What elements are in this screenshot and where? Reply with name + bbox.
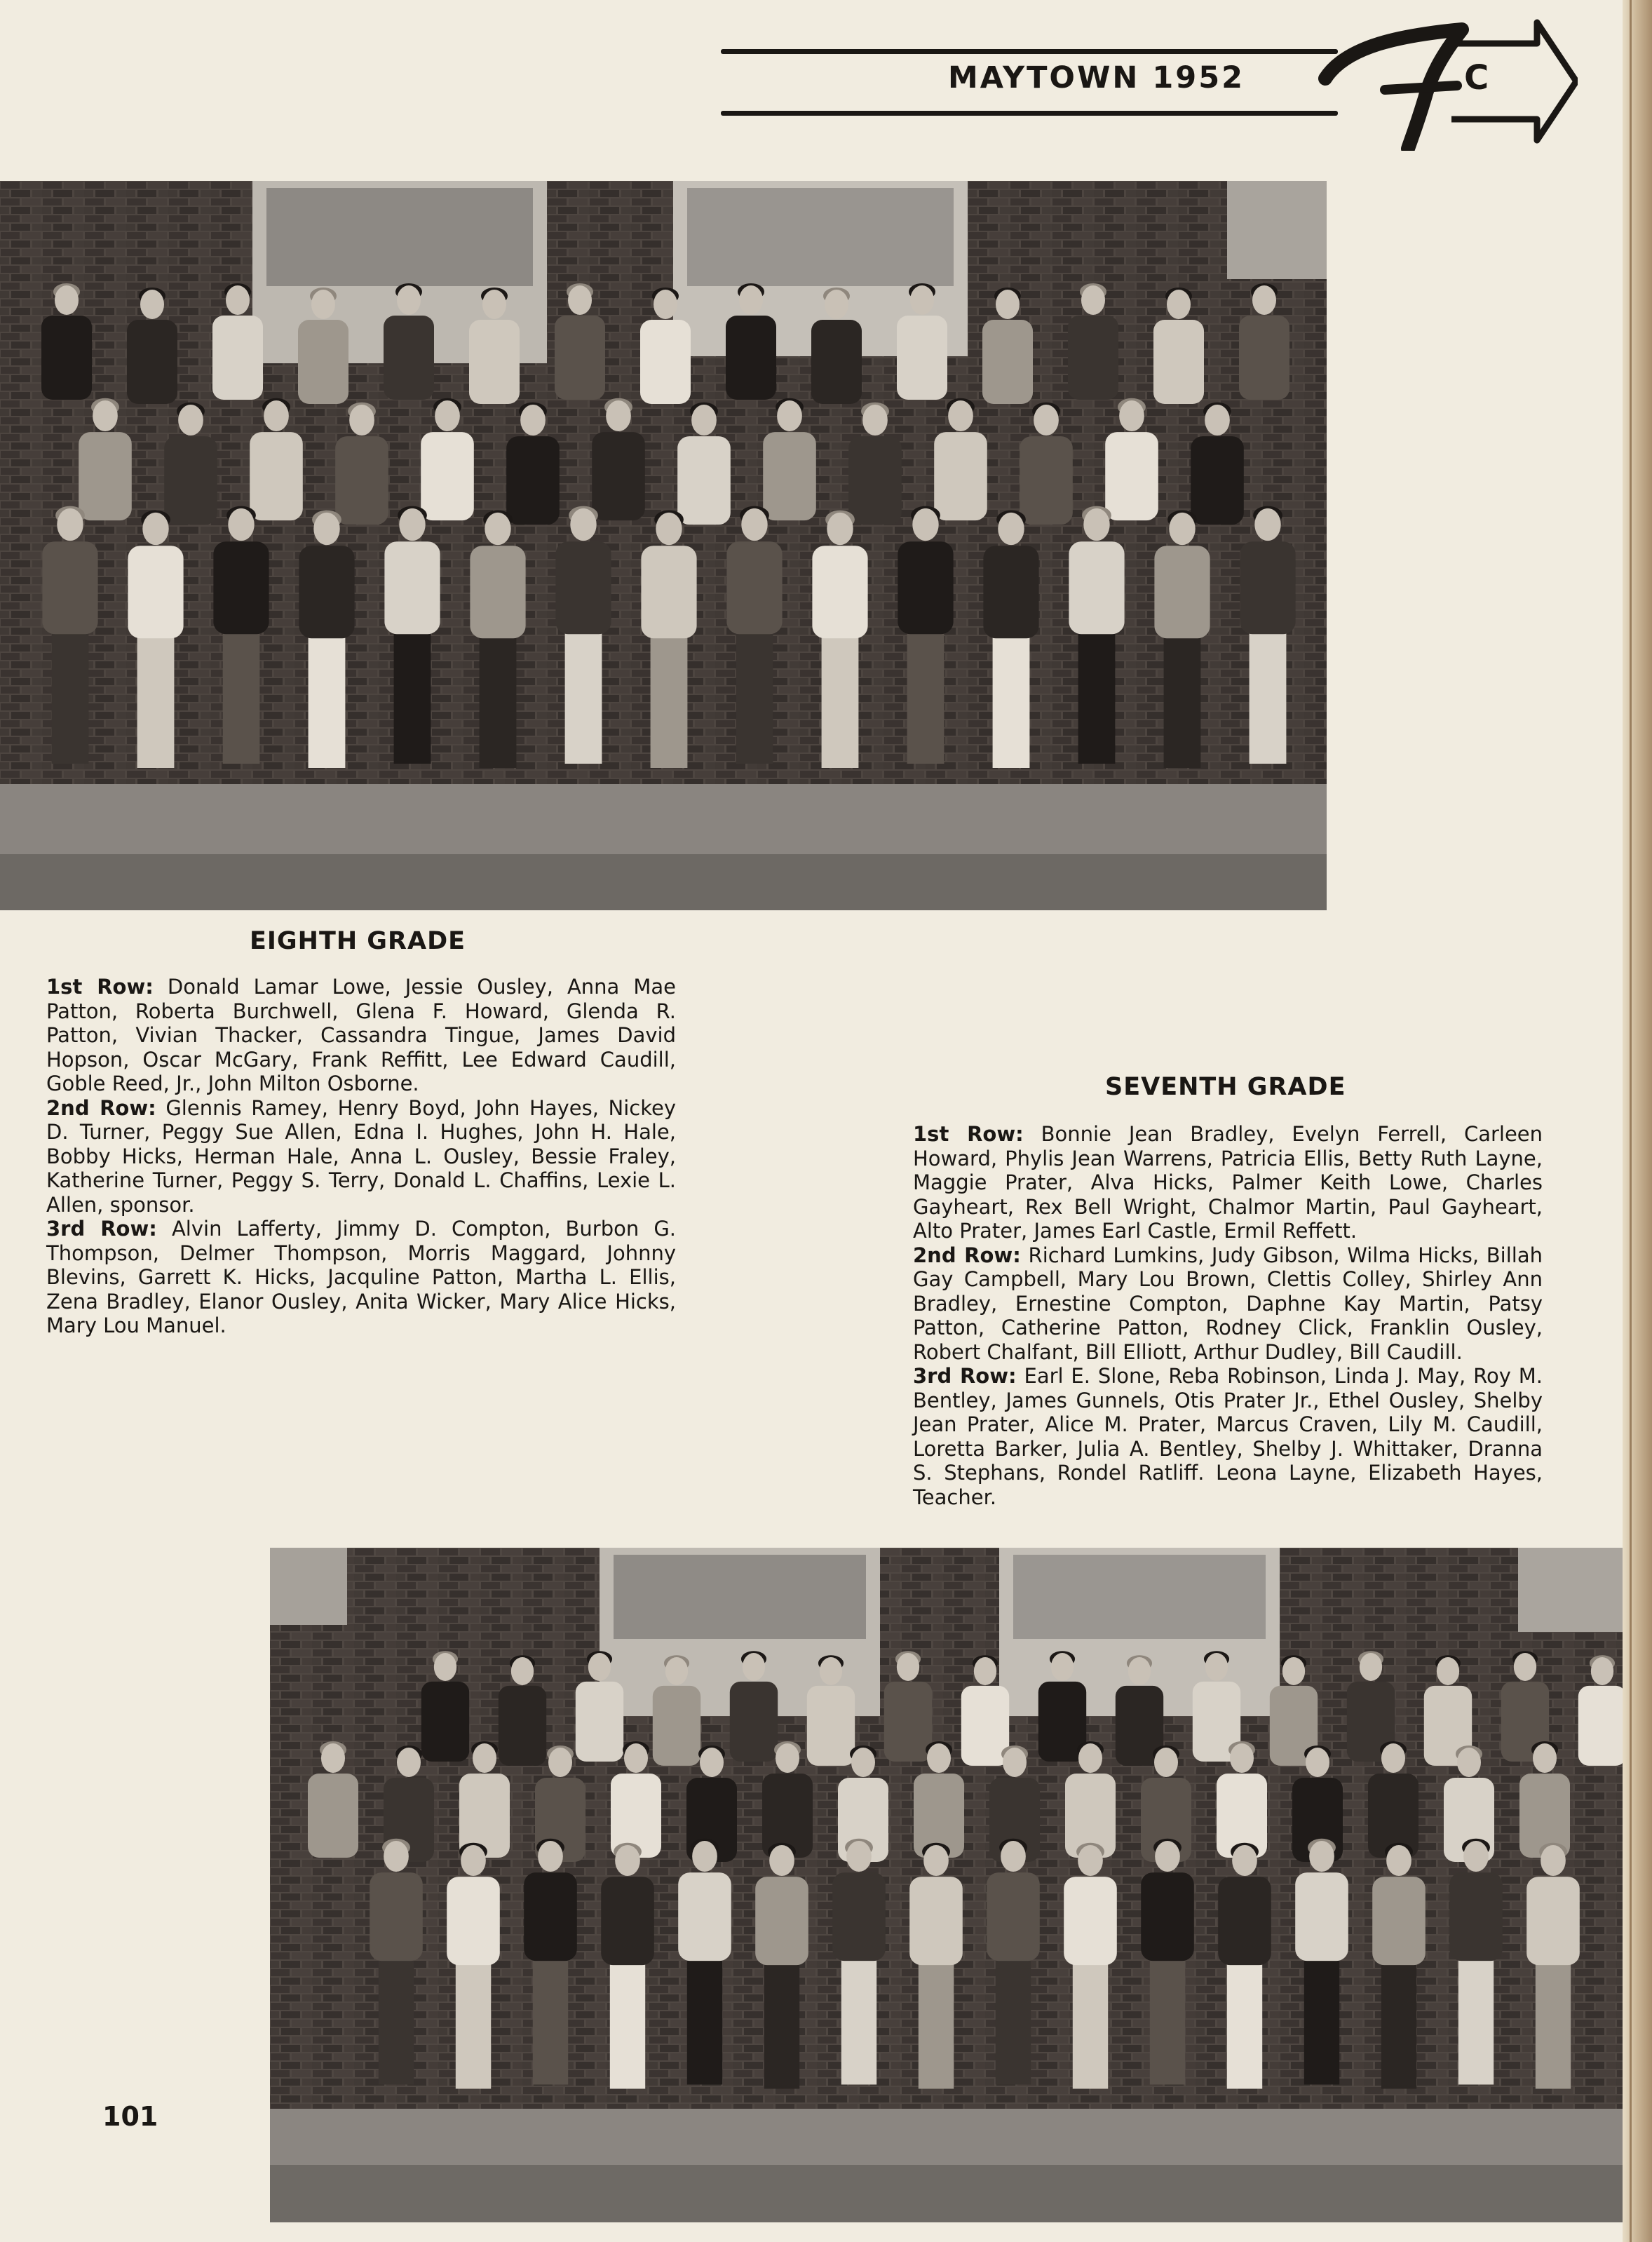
yearbook-header-title: MAYTOWN 1952 bbox=[948, 60, 1245, 95]
page-number: 101 bbox=[102, 2101, 158, 2132]
seventh-grade-title: SEVENTH GRADE bbox=[1105, 1073, 1346, 1101]
row-names: Earl E. Slone, Reba Robinson, Linda J. May, Roy M. Bentley, James Gunnels, Otis Prater Jr., Ethel Ousley, Shelby Jean Prater, Alice M. Prater, Marcus Craven, Lily M. Caudill, Loretta Barker, Julia A. Bentley, Shelby J. Whittaker, Dranna S. Stephans, Rondel Ratliff. Leona Layne, Elizabeth Hayes, Teacher. bbox=[913, 1364, 1543, 1509]
eighth-grade-row-3 bbox=[46, 1217, 676, 1338]
header-rule-bottom bbox=[721, 111, 1338, 116]
seventh-grade-class-photo bbox=[270, 1548, 1623, 2222]
row-names: Richard Lumkins, Judy Gibson, Wilma Hicks, Billah Gay Campbell, Mary Lou Brown, Clettis Colley, Shirley Ann Bradley, Ernestine Compton, Daphne Kay Martin, Patsy Patton, Catherine Patton, Rodney Click, Franklin Ousley, Robert Chalfant, Bill Elliott, Arthur Dudley, Bill Caudill. bbox=[913, 1243, 1543, 1364]
eighth-grade-class-photo bbox=[0, 181, 1327, 910]
seventh-grade-row-3 bbox=[913, 1364, 1543, 1509]
row-names: Donald Lamar Lowe, Jessie Ousley, Anna Mae Patton, Roberta Burchwell, Glena F. Howard, Glenda R. Patton, Vivian Thacker, Cassandra Tingue, James David Hopson, Oscar McGary, Frank Reffitt, Lee Edward Caudill, Goble Reed, Jr., John Milton Osborne. bbox=[46, 975, 677, 1095]
header-rule-top bbox=[721, 49, 1338, 54]
row-label: 2nd Row: bbox=[913, 1243, 1021, 1267]
row-label: 2nd Row: bbox=[46, 1095, 156, 1120]
seventh-grade-row-2 bbox=[913, 1243, 1543, 1365]
row-names: Glennis Ramey, Henry Boyd, John Hayes, Nickey D. Turner, Peggy Sue Allen, Edna I. Hughes, John H. Hale, Bobby Hicks, Herman Hale, Anna L. Ousley, Bessie Fraley, Katherine Turner, Peggy S. Terry, Donald L. Chaffins, Lexie L. Allen, sponsor. bbox=[46, 1095, 676, 1217]
row-label: 3rd Row: bbox=[46, 1217, 157, 1241]
seventh-grade-row-1 bbox=[913, 1122, 1543, 1243]
grade-7-arrow-icon bbox=[1318, 14, 1578, 151]
seventh-grade-caption bbox=[913, 1122, 1543, 1509]
eighth-grade-row-2 bbox=[46, 1096, 676, 1217]
eighth-grade-caption bbox=[46, 975, 676, 1338]
row-label: 1st Row: bbox=[46, 975, 154, 999]
grade-letter: C bbox=[1464, 58, 1489, 97]
row-label: 1st Row: bbox=[913, 1122, 1024, 1146]
row-names: Alvin Lafferty, Jimmy D. Compton, Burbon G. Thompson, Delmer Thompson, Morris Maggard, Johnny Blevins, Garrett K. Hicks, Jacquline Patton, Martha L. Ellis, Zena Bradley, Elanor Ousley, Anita Wicker, Mary Alice Hicks, Mary Lou Manuel. bbox=[46, 1217, 677, 1337]
row-label: 3rd Row: bbox=[913, 1364, 1017, 1388]
row-names: Bonnie Jean Bradley, Evelyn Ferrell, Carleen Howard, Phylis Jean Warrens, Patricia Ellis, Betty Ruth Layne, Maggie Prater, Alva Hicks, Palmer Keith Lowe, Charles Gayheart, Rex Bell Wright, Chalmor Martin, Paul Gayheart, Alto Prater, James Earl Castle, Ermil Reffett. bbox=[913, 1122, 1543, 1243]
eighth-grade-title: EIGHTH GRADE bbox=[250, 927, 466, 955]
page-binding-edge bbox=[1623, 0, 1652, 2242]
eighth-grade-row-1 bbox=[46, 975, 676, 1096]
